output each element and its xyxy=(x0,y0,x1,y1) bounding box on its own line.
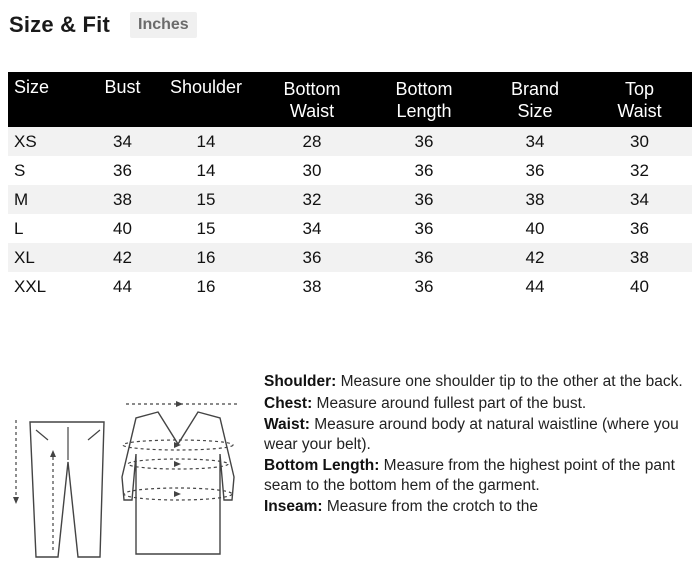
table-cell: XL xyxy=(14,247,35,267)
table-row xyxy=(8,156,692,185)
measurement-instructions xyxy=(264,372,689,519)
table-row xyxy=(8,127,692,156)
size-table xyxy=(8,72,692,301)
table-cell: 34 xyxy=(525,131,545,151)
table-cell: 34 xyxy=(113,131,132,151)
table-cell: XS xyxy=(14,131,37,151)
table-cell: 38 xyxy=(113,189,132,209)
table-row xyxy=(8,272,692,301)
table-cell: 44 xyxy=(113,276,132,296)
table-cell: 36 xyxy=(414,131,434,151)
column-header: Shoulder xyxy=(153,72,259,127)
table-cell: 28 xyxy=(302,131,322,151)
table-cell: XXL xyxy=(14,276,47,296)
table-cell: 38 xyxy=(525,189,545,209)
table-cell: 34 xyxy=(302,218,322,238)
guide-item-waist: Waist: Measure around body at natural waistline (where you wear your belt). xyxy=(264,416,679,453)
table-cell: 16 xyxy=(196,247,216,267)
size-chart xyxy=(8,72,692,301)
table-cell: 14 xyxy=(196,131,216,151)
table-cell: 14 xyxy=(196,160,216,180)
guide-item-bottom-length: Bottom Length: Measure from the highest point of the pant seam to the bottom hem of the garment. xyxy=(264,457,675,494)
size-fit-header xyxy=(9,12,197,38)
table-cell: 36 xyxy=(113,160,132,180)
table-cell: 40 xyxy=(113,218,132,238)
table-cell: 36 xyxy=(414,160,434,180)
guide-item-inseam: Inseam: Measure from the crotch to the xyxy=(264,498,538,515)
column-header: Bust xyxy=(92,72,153,127)
table-cell: 16 xyxy=(196,276,216,296)
guide-item-chest: Chest: Measure around fullest part of the bust. xyxy=(264,394,587,412)
column-header: Size xyxy=(8,72,92,127)
guide-item-shoulder: Shoulder: Measure one shoulder tip to the other at the back. xyxy=(264,373,683,390)
table-cell: 36 xyxy=(302,247,322,267)
table-cell: 36 xyxy=(414,218,434,238)
table-cell: 40 xyxy=(525,218,545,238)
table-cell: 32 xyxy=(302,189,322,209)
table-cell: 36 xyxy=(414,276,434,296)
table-cell: 15 xyxy=(196,189,216,209)
table-cell: 36 xyxy=(414,189,434,209)
table-cell: 44 xyxy=(525,276,545,296)
column-header: Brand Size xyxy=(483,72,587,127)
table-cell: 30 xyxy=(630,131,649,151)
table-cell: 38 xyxy=(302,276,322,296)
table-row xyxy=(8,243,692,272)
table-cell: L xyxy=(14,218,24,238)
unit-toggle-inches[interactable]: Inches xyxy=(130,12,197,38)
table-cell: 42 xyxy=(525,247,545,267)
measurement-guide xyxy=(0,370,696,563)
column-header: Top Waist xyxy=(587,72,692,127)
garment-measurement-icon xyxy=(8,382,248,562)
table-row xyxy=(8,214,692,243)
table-cell: 30 xyxy=(302,160,322,180)
table-cell: 40 xyxy=(630,276,649,296)
table-cell: 36 xyxy=(525,160,545,180)
table-cell: 36 xyxy=(630,218,649,238)
page-title: Size & Fit xyxy=(9,12,111,37)
table-cell: 34 xyxy=(630,189,649,209)
column-header: Bottom Length xyxy=(365,72,483,127)
table-cell: S xyxy=(14,160,26,180)
table-cell: 36 xyxy=(414,247,434,267)
table-cell: 32 xyxy=(630,160,649,180)
table-cell: 15 xyxy=(196,218,216,238)
column-header: Bottom Waist xyxy=(259,72,365,127)
table-cell: M xyxy=(14,189,29,209)
table-header-row xyxy=(8,72,692,127)
table-row xyxy=(8,185,692,214)
table-cell: 38 xyxy=(630,247,649,267)
table-cell: 42 xyxy=(113,247,132,267)
